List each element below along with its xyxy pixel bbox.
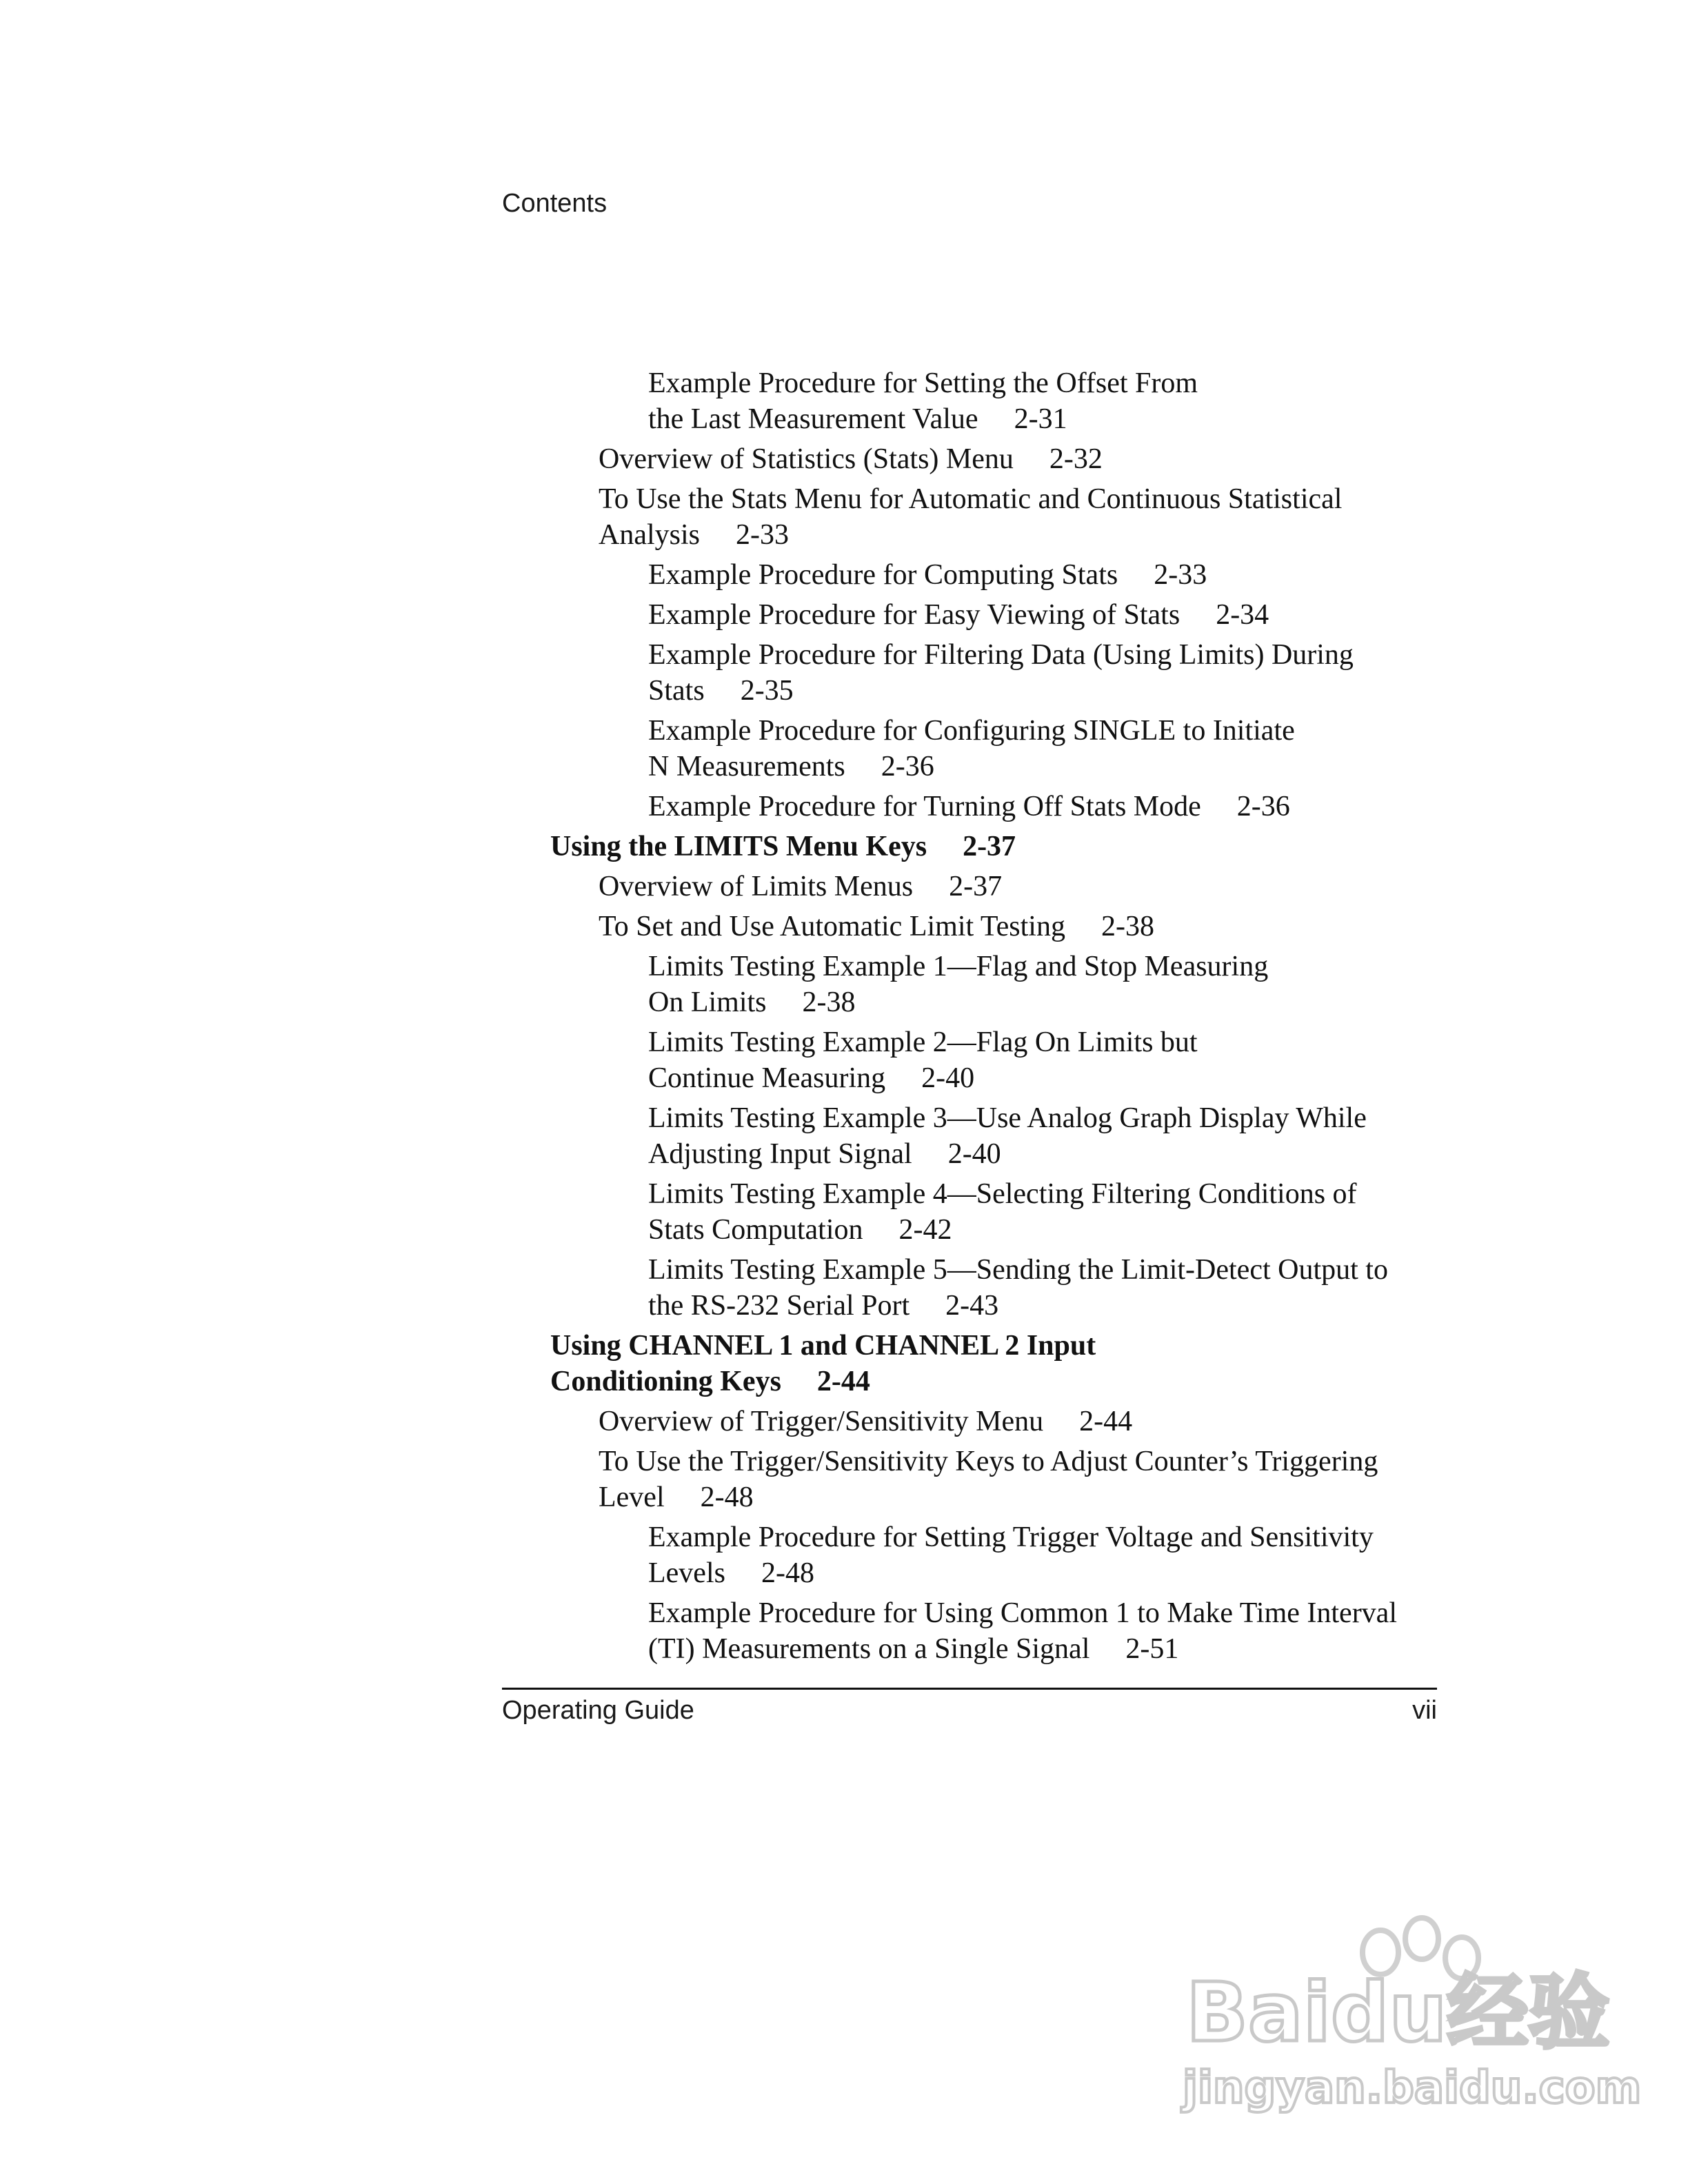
toc-entry-title: (TI) Measurements on a Single Signal [648, 1633, 1090, 1665]
toc-page-number: 2-34 [1216, 599, 1269, 631]
toc-page-number: 2-43 [945, 1290, 999, 1322]
toc-page-number: 2-40 [947, 1138, 1001, 1170]
toc-page-number: 2-37 [963, 831, 1016, 862]
toc-entry-title: Example Procedure for Computing Stats [648, 559, 1118, 591]
toc-entry-title: Example Procedure for Configuring SINGLE to Initiate [648, 715, 1295, 747]
watermark-url: jingyan.baidu.com [1183, 2063, 1642, 2114]
toc-entry-title: Continue Measuring [648, 1062, 886, 1094]
footer-rule [502, 1688, 1437, 1690]
toc-entry-title: Limits Testing Example 3—Use Analog Graph Display While [648, 1102, 1367, 1134]
toc-entry-title: Using CHANNEL 1 and CHANNEL 2 Input [550, 1330, 1096, 1362]
toc-entry-title: Example Procedure for Setting Trigger Voltage and Sensitivity [648, 1521, 1374, 1553]
toc-page-number: 2-44 [1079, 1406, 1133, 1437]
toc-entry-title: N Measurements [648, 751, 845, 782]
toc-entry-title: Overview of Statistics (Stats) Menu [599, 443, 1014, 475]
toc-entry-title: Conditioning Keys [550, 1366, 781, 1397]
toc-entry-title: Example Procedure for Easy Viewing of Stats [648, 599, 1180, 631]
toc-page-number: 2-35 [740, 675, 794, 707]
toc-entry-title: Limits Testing Example 1—Flag and Stop Measuring [648, 951, 1269, 982]
toc-entry-title: Overview of Limits Menus [599, 871, 914, 902]
toc-page-number: 2-42 [898, 1214, 952, 1246]
toc-page-number: 2-31 [1014, 403, 1067, 435]
toc-entry-title: Limits Testing Example 5—Sending the Limit-Detect Output to [648, 1254, 1388, 1286]
toc-entry-title: To Use the Trigger/Sensitivity Keys to Adjust Counter’s Triggering [599, 1446, 1378, 1477]
toc-entry-title: Limits Testing Example 4—Selecting Filtering Conditions of [648, 1178, 1357, 1210]
toc-entry-title: Level [599, 1482, 665, 1513]
toc-entry-title: Example Procedure for Filtering Data (Using Limits) During [648, 639, 1354, 671]
toc-entry-title: Adjusting Input Signal [648, 1138, 912, 1170]
toc-page-number: 2-32 [1049, 443, 1103, 475]
toc-page-number: 2-48 [761, 1557, 814, 1589]
toc-entry-title: Example Procedure for Using Common 1 to Make Time Interval [648, 1597, 1397, 1629]
toc-entry-title: Overview of Trigger/Sensitivity Menu [599, 1406, 1044, 1437]
toc-entry-title: Using the LIMITS Menu Keys [550, 831, 927, 862]
toc-entry-title: Levels [648, 1557, 725, 1589]
toc-entry-title: On Limits [648, 987, 767, 1018]
toc-page-number: 2-38 [1101, 911, 1154, 942]
toc-page-number: 2-33 [736, 519, 789, 551]
toc-page-number: 2-48 [700, 1482, 754, 1513]
toc-entry-title: To Set and Use Automatic Limit Testing [599, 911, 1065, 942]
toc-page-number: 2-36 [1236, 791, 1290, 822]
toc-page-number: 2-40 [921, 1062, 975, 1094]
toc-page-number: 2-36 [881, 751, 934, 782]
toc-page-number: 2-51 [1125, 1633, 1179, 1665]
toc-page-number: 2-38 [802, 987, 856, 1018]
footer-page-number: vii [1412, 1696, 1437, 1725]
toc-entry-title: Limits Testing Example 2—Flag On Limits but [648, 1027, 1198, 1058]
toc-entry-title: Stats [648, 675, 705, 707]
toc-page-number: 2-44 [816, 1366, 870, 1397]
footer-title: Operating Guide [502, 1696, 694, 1725]
toc-entry-title: To Use the Stats Menu for Automatic and Continuous Statistical [599, 483, 1343, 515]
baidu-jingyan-watermark [1179, 1910, 1642, 2116]
toc-entry-title: Analysis [599, 519, 700, 551]
toc-page-number: 2-33 [1154, 559, 1207, 591]
toc-entry-title: Stats Computation [648, 1214, 863, 1246]
toc-entry-title: Example Procedure for Turning Off Stats Mode [648, 791, 1201, 822]
toc-entry-title: the Last Measurement Value [648, 403, 978, 435]
toc-entry-title: Example Procedure for Setting the Offset From [648, 367, 1198, 399]
watermark-brand: Baidu经验 [1186, 1965, 1610, 2060]
toc-entry-title: the RS-232 Serial Port [648, 1290, 910, 1322]
toc-page-number: 2-37 [949, 871, 1003, 902]
running-header: Contents [502, 189, 607, 218]
